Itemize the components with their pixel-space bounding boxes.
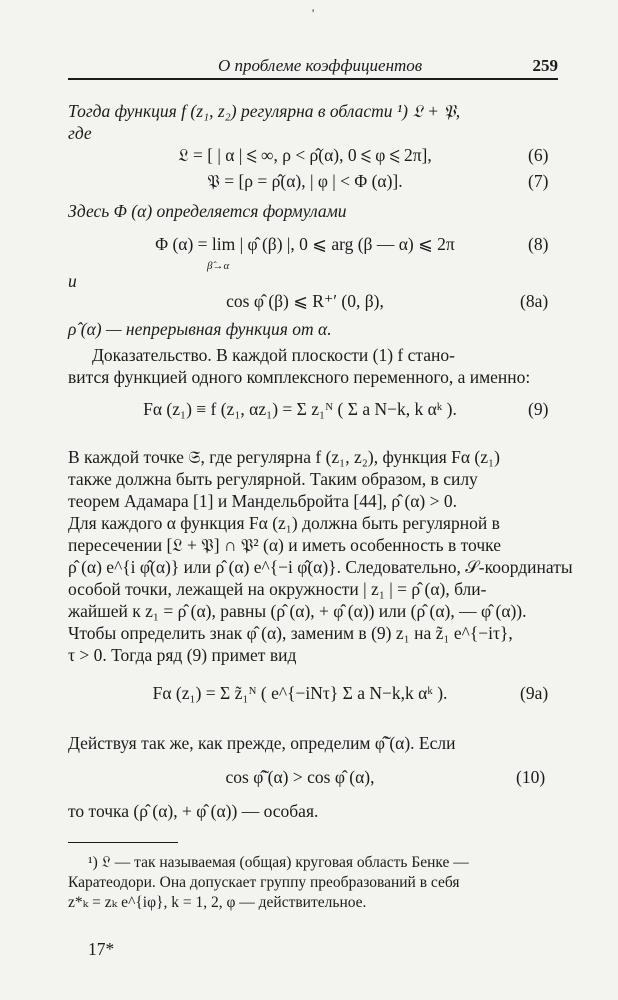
paragraph-line-7: особой точки, лежащей на окружности | z₁ | = ρ̂ (α), бли- bbox=[68, 579, 487, 599]
equation-6: 𝔏 = [ | α | ⩽ ∞, ρ < ρ̂(α), 0 ⩽ φ ⩽ 2π], bbox=[178, 145, 432, 165]
equation-9a: Fα (z₁) = Σ z̃₁ᴺ ( e^{−iNτ} Σ a N−k,k αᵏ ). bbox=[152, 683, 448, 703]
theorem-line-2: где bbox=[68, 123, 92, 143]
paragraph-line-3: теорем Адамара [1] и Мандельбройта [44], ρ̂ (α) > 0. bbox=[68, 491, 458, 511]
paragraph-line-2: также должна быть регулярной. Таким образом, в силу bbox=[68, 469, 478, 489]
page-number: 259 bbox=[532, 56, 558, 75]
equation-number-10: (10) bbox=[516, 767, 546, 787]
paragraph-line-6: ρ̂ (α) e^{i φ̂(α)} или ρ̂ (α) e^{−i φ̂(α)}. Следовательно, 𝒮-координаты bbox=[68, 557, 573, 577]
equation-10: cos φ̃̂ (α) > cos φ̂ (α), bbox=[225, 767, 375, 787]
equation-7: 𝔓 = [ρ = ρ̂(α), | φ | < Φ (α)]. bbox=[207, 171, 403, 191]
equation-number-8: (8) bbox=[528, 234, 549, 254]
theorem-line-3: Здесь Φ (α) определяется формулами bbox=[68, 201, 347, 221]
equation-number-9a: (9a) bbox=[520, 683, 549, 703]
page-header bbox=[68, 56, 558, 80]
equation-number-6: (6) bbox=[528, 145, 549, 165]
equation-8: Φ (α) = lim | φ̂ (β) |, 0 ⩽ arg (β — α) ⩽ 2π bbox=[155, 234, 455, 254]
theorem-line-1: Тогда функция f (z₁, z₂) регулярна в области ¹) 𝔏 + 𝔓, bbox=[68, 101, 461, 121]
limit-subscript: β̂→α bbox=[207, 260, 230, 272]
equation-number-7: (7) bbox=[528, 171, 549, 191]
footnote-line-1: ¹) 𝔏 — так называемая (общая) круговая область Бенке — bbox=[88, 854, 469, 871]
footnote-line-2: Каратеодори. Она допускает группу преобразований в себя bbox=[68, 874, 460, 891]
paragraph-line-1: В каждой точке 𝔖, где регулярна f (z₁, z₂), функция Fα (z₁) bbox=[68, 447, 500, 467]
theorem-line-5: ρ̂ (α) — непрерывная функция от α. bbox=[68, 319, 332, 339]
equation-number-8a: (8a) bbox=[520, 291, 549, 311]
paragraph-line-5: пересечении [𝔏 + 𝔓] ∩ 𝔓² (α) и иметь особенность в точке bbox=[68, 535, 501, 555]
footnote-line-3: z*ₖ = zₖ e^{iφ}, k = 1, 2, φ — действительное. bbox=[68, 894, 367, 911]
paragraph-line-4: Для каждого α функция Fα (z₁) должна быть регулярной в bbox=[68, 513, 500, 533]
paragraph-line-12: то точка (ρ̂ (α), + φ̂ (α)) — особая. bbox=[68, 801, 319, 821]
paragraph-line-11: Действуя так же, как прежде, определим φ̃̂ (α). Если bbox=[68, 733, 456, 753]
proof-line-1: Доказательство. В каждой плоскости (1) f стано- bbox=[92, 345, 455, 365]
equation-8a: cos φ̂ (β) ⩽ R⁺′ (0, β), bbox=[226, 291, 384, 311]
paragraph-line-8: жайшей к z₁ = ρ̂ (α), равны (ρ̂ (α), + φ̂ (α)) или (ρ̂ (α), — φ̂ (α)). bbox=[68, 601, 527, 621]
equation-9: Fα (z₁) ≡ f (z₁, αz₁) = Σ z₁ᴺ ( Σ a N−k, k αᵏ ). bbox=[143, 399, 457, 419]
running-title: О проблеме коэффициентов bbox=[218, 56, 423, 75]
paragraph-line-10: τ > 0. Тогда ряд (9) примет вид bbox=[68, 645, 297, 665]
signature-mark: 17* bbox=[88, 939, 115, 959]
theorem-line-4: и bbox=[68, 271, 77, 291]
top-mark: ' bbox=[312, 6, 315, 20]
footnote-rule bbox=[68, 842, 178, 843]
paragraph-line-9: Чтобы определить знак φ̂ (α), заменим в (9) z₁ на z̃₁ e^{−iτ}, bbox=[68, 623, 513, 643]
proof-line-2: вится функцией одного комплексного переменного, а именно: bbox=[68, 367, 531, 387]
equation-number-9: (9) bbox=[528, 399, 549, 419]
